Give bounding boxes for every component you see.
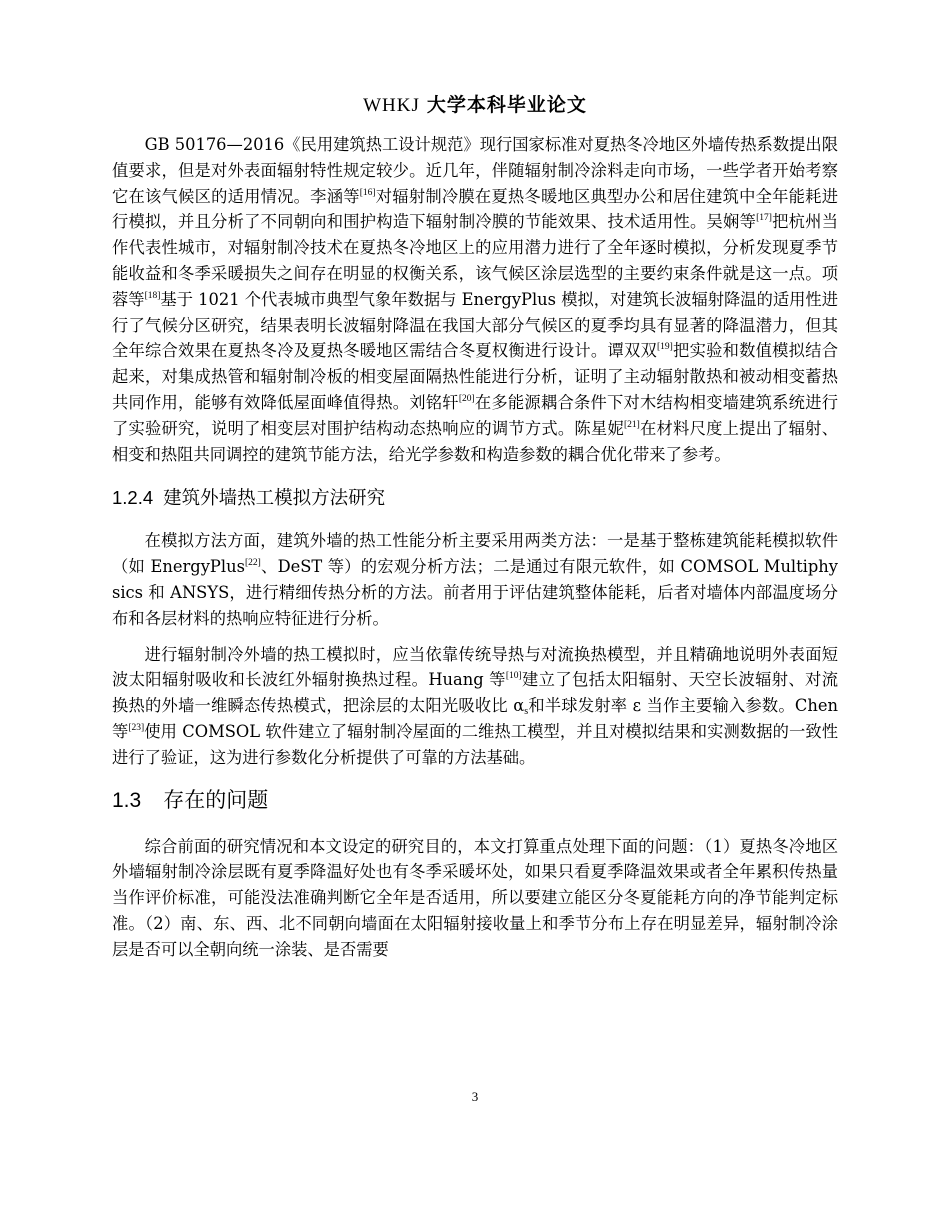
p3-text-d: 使用 COMSOL 软件建立了辐射制冷屋面的二维热工模型，并且对模拟结果和实测数据的一致性进行了验证，这为进行参数化分析提供了可靠的方法基础。 [112,721,838,767]
body-content [112,132,838,973]
p2-text-b: 、DeST 等）的宏观分析方法；二是通过有限元软件，如 COMSOL Multiphysics 和 ANSYS，进行精细传热分析的方法。前者用于评估建筑整体能耗，后者对墙体内部温度场分布和各层材料的热响应特征进行分析。 [112,557,838,628]
p3-text-b: 建立了包括太阳辐射、天空长波辐射、对流换热的外墙一维瞬态传热模式，把涂层的太阳光吸收比 α [112,670,838,716]
citation-22: [22] [244,558,261,569]
citation-21: [21] [623,419,640,430]
section-heading-1-3 [112,785,838,816]
p1-text-b: 对辐射制冷膜在夏热冬暖地区典型办公和居住建筑中全年能耗进行模拟，并且分析了不同朝向和围护构造下辐射制冷膜的节能效果、技术适用性。吴娴等 [112,186,838,232]
p1-text-g: 在材料尺度上提出了辐射、相变和热阻共同调控的建筑节能方法，给光学参数和构造参数的耦合优化带来了参考。 [112,418,838,464]
alpha-subscript: s [524,706,529,718]
paragraph-1 [112,132,838,467]
citation-19: [19] [657,342,673,353]
section-title: 存在的问题 [163,787,269,812]
p1-text-a: GB 50176—2016《民用建筑热工设计规范》现行国家标准对夏热冬冷地区外墙传热系数提出限值要求，但是对外表面辐射特性规定较少。近几年，伴随辐射制冷涂料走向市场，一些学者开始考察它在该气候区的适用情况。李涵等 [112,135,838,206]
p2-text-a: 在模拟方法方面，建筑外墙的热工性能分析主要采用两类方法：一是基于整栋建筑能耗模拟软件（如 EnergyPlus [112,531,838,577]
p1-text-f: 在多能源耦合条件下对木结构相变墙建筑系统进行了实验研究，说明了相变层对围护结构动态热响应的调节方式。陈星妮 [112,392,838,438]
paragraph-3 [112,642,838,771]
paragraph-2 [112,528,838,631]
p1-text-e: 把实验和数值模拟结合起来，对集成热管和辐射制冷板的相变屋面隔热性能进行分析，证明了主动辐射散热和被动相变蓄热共同作用，能够有效降低屋面峰值得热。刘铭轩 [112,341,838,412]
citation-23: [23] [128,722,145,733]
citation-18: [18] [144,290,161,301]
header-school: WHKJ [363,95,420,116]
section-heading-1-2-4 [112,485,838,512]
header-title: 大学本科毕业论文 [426,94,587,116]
section-number: 1.2.4 [112,487,154,509]
citation-20: [20] [458,393,475,404]
citation-10: [10] [505,671,522,682]
citation-16: [16] [359,187,376,198]
p1-text-c: 把杭州当作代表性城市，对辐射制冷技术在夏热冬冷地区上的应用潜力进行了全年逐时模拟，分析发现夏季节能收益和冬季采暖损失之间存在明显的权衡关系，该气候区涂层选型的主要约束条件就是这一点。项蓉等 [112,212,838,309]
citation-17: [17] [756,213,772,224]
p4-text-a: 综合前面的研究情况和本文设定的研究目的，本文打算重点处理下面的问题：（1）夏热冬冷地区外墙辐射制冷涂层既有夏季降温好处也有冬季采暖坏处，如果只看夏季降温效果或者全年累积传热量当作评价标准，可能没法准确判断它全年是否适用，所以要建立能区分冬夏能耗方向的净节能判定标准。（2）南、东、西、北不同朝向墙面在太阳辐射接收量上和季节分布上存在明显差异，辐射制冷涂层是否可以全朝向统一涂装、是否需要 [112,836,838,959]
p1-text-d: 基于 1021 个代表城市典型气象年数据与 EnergyPlus 模拟，对建筑长波辐射降温的适用性进行了气候分区研究，结果表明长波辐射降温在我国大部分气候区的夏季均具有显著的降温潜力，但其全年综合效果在夏热冬冷及夏热冬暖地区需结合冬夏权衡进行设计。谭双双 [112,289,838,361]
page-header [0,92,950,119]
p3-text-a: 进行辐射制冷外墙的热工模拟时，应当依靠传统导热与对流换热模型，并且精确地说明外表面短波太阳辐射吸收和长波红外辐射换热过程。Huang 等 [112,644,838,690]
section-number: 1.3 [112,788,142,812]
p3-text-c: 和半球发射率 ε 当作主要输入参数。Chen 等 [112,696,838,741]
page-number: 3 [471,1089,479,1104]
section-title: 建筑外墙热工模拟方法研究 [163,488,386,510]
paragraph-4 [112,834,838,963]
